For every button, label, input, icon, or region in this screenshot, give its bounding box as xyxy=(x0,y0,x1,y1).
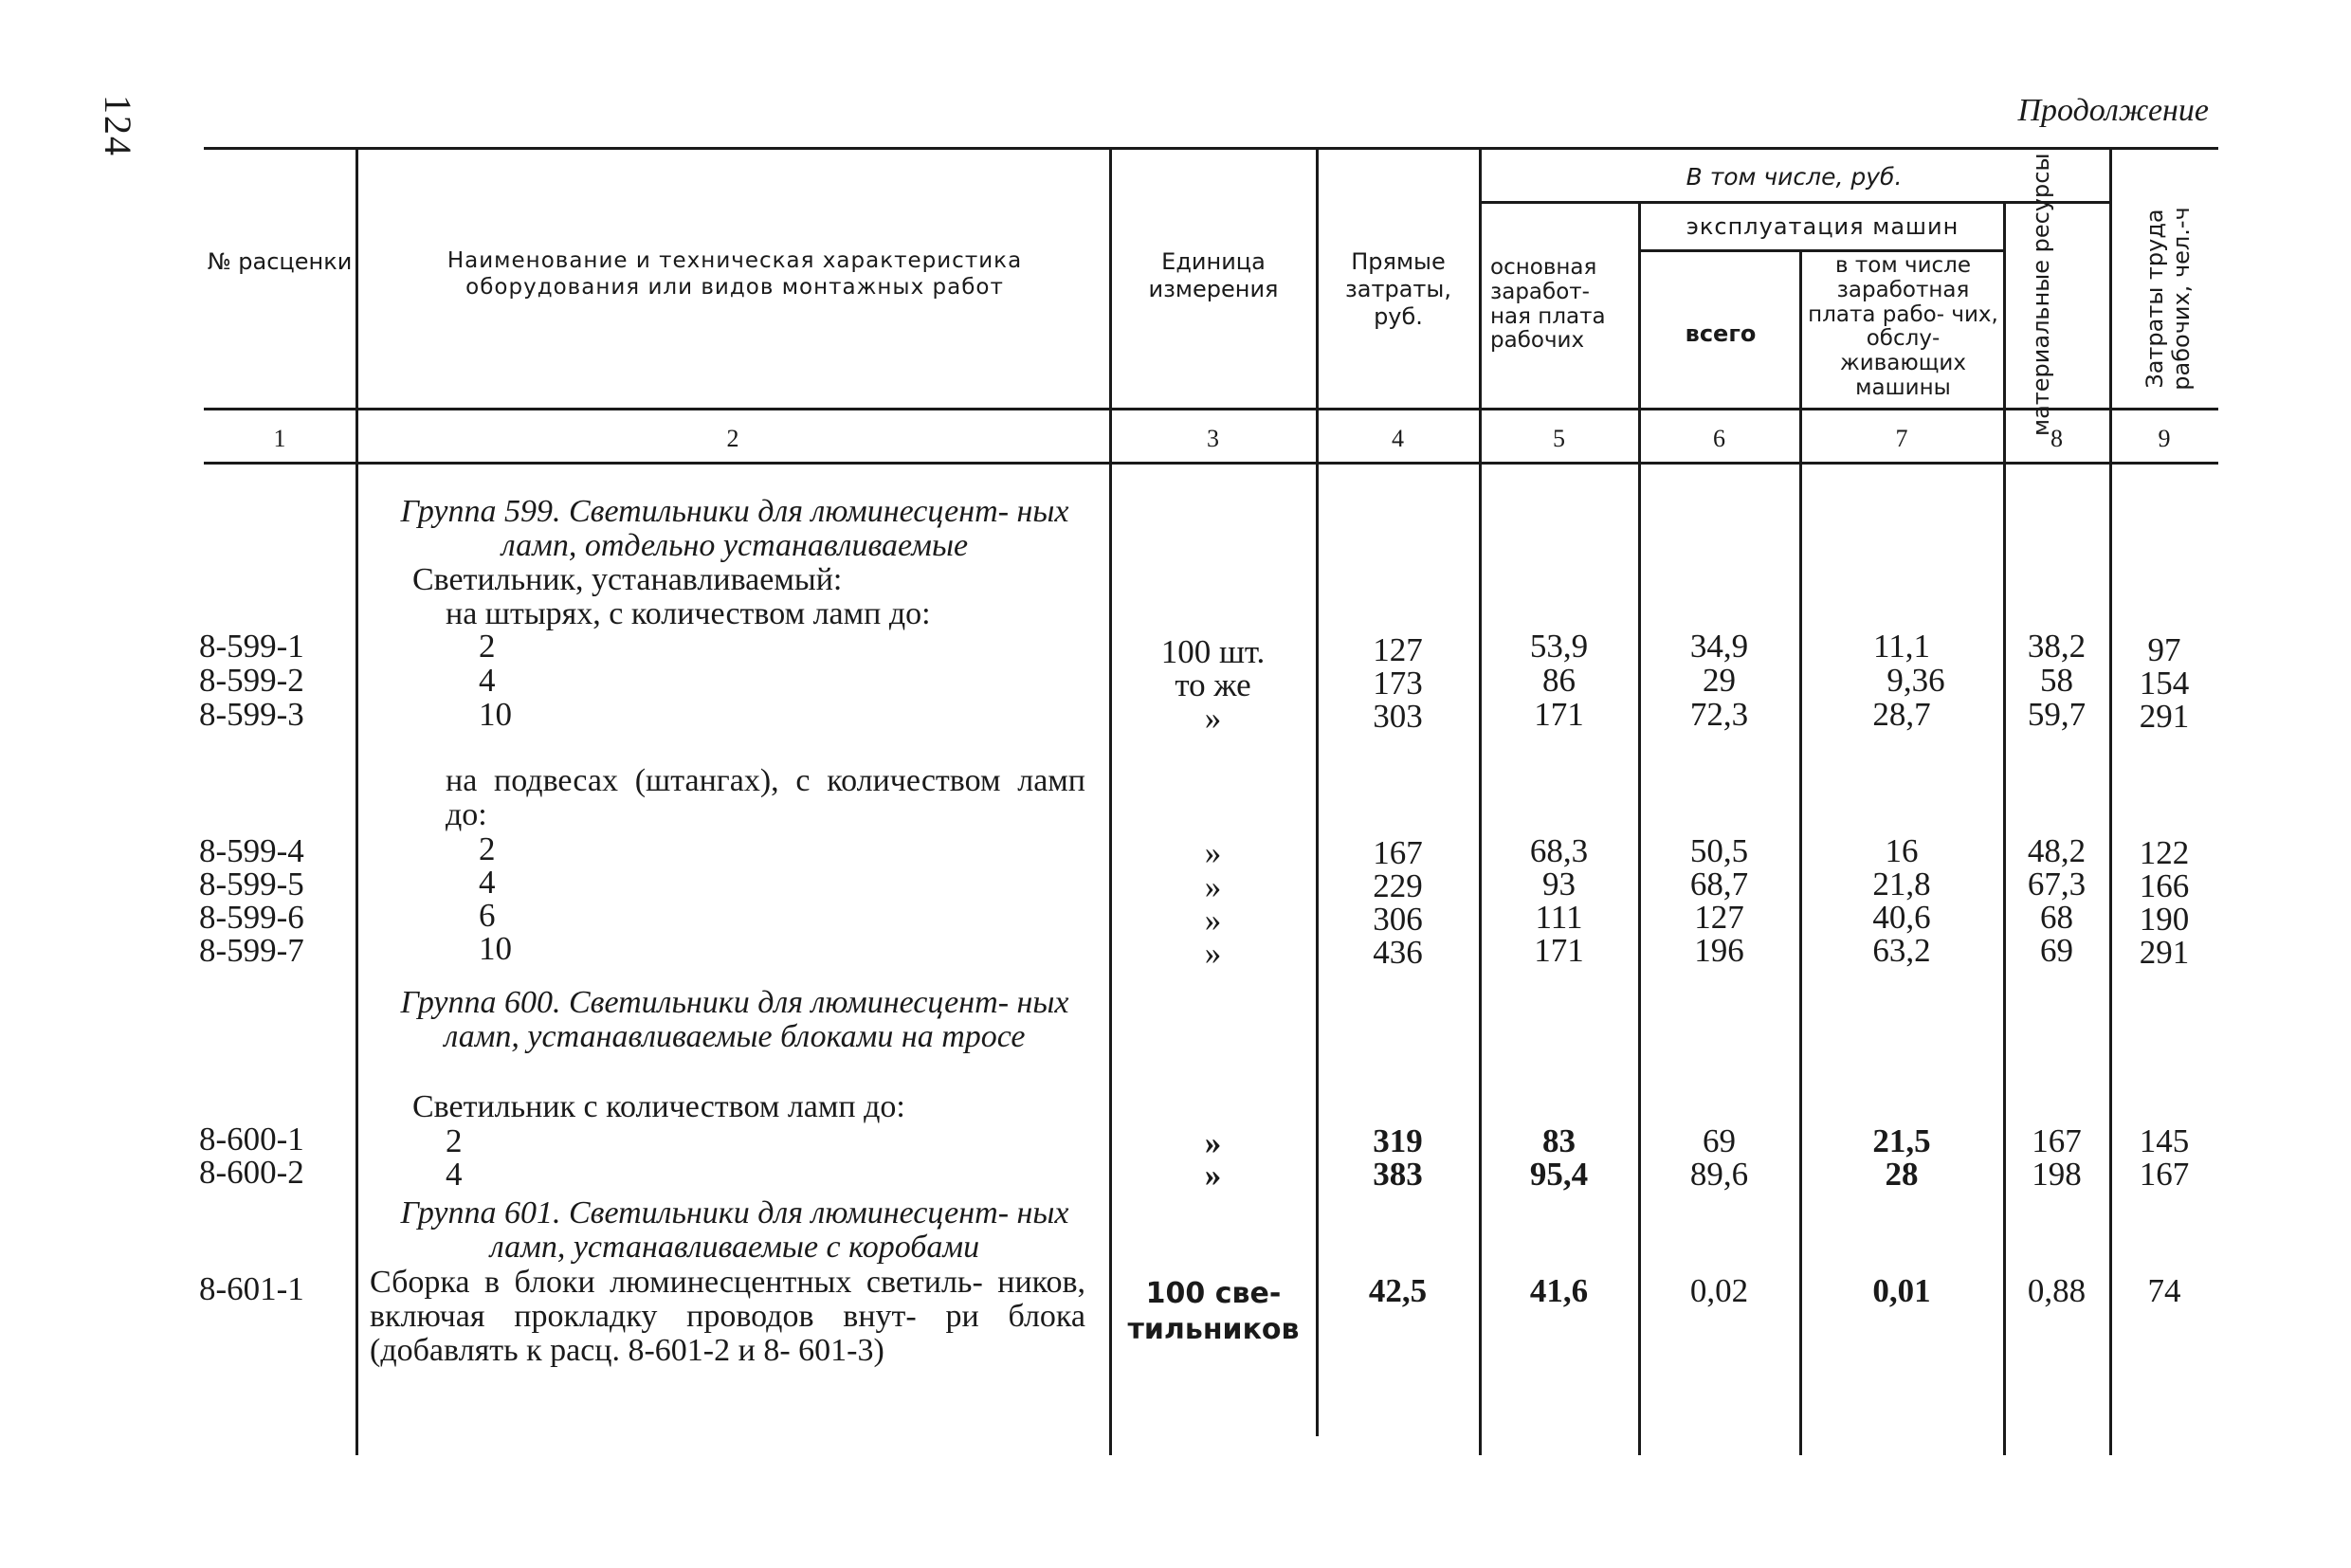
header-machine-total: всего xyxy=(1685,320,1757,347)
rate-code: 8-599-3 xyxy=(199,696,304,733)
labor-costs: 166 xyxy=(2139,867,2190,904)
rate-code: 8-599-1 xyxy=(199,628,304,665)
unit: » xyxy=(1204,1124,1222,1161)
machine-wage: 63,2 xyxy=(1872,932,1931,969)
labor-costs: 97 xyxy=(2147,631,2181,668)
materials: 58 xyxy=(2040,662,2073,699)
col-number-1: 1 xyxy=(273,425,286,452)
col-number-3: 3 xyxy=(1207,425,1219,452)
header-base-wage: основная заработ- ная плата рабочих xyxy=(1490,255,1606,354)
rate-code: 8-599-5 xyxy=(199,866,304,903)
lamp-count: 2 xyxy=(446,1122,463,1159)
labor-costs: 122 xyxy=(2139,834,2190,871)
header-including: В том числе, руб. xyxy=(1686,163,1903,191)
direct-costs: 319 xyxy=(1373,1122,1423,1159)
col-divider-4 xyxy=(1479,147,1482,1455)
rate-code: 8-601-1 xyxy=(199,1270,304,1307)
group-599-title: Группа 599. Светильники для люминесцент- ных ламп, отдельно устанавливаемые xyxy=(400,494,1069,563)
col-number-9: 9 xyxy=(2158,425,2171,452)
direct-costs: 303 xyxy=(1373,698,1423,735)
machine-total: 89,6 xyxy=(1689,1156,1749,1193)
header-bottom-rule xyxy=(204,408,2218,410)
machine-wage: 0,01 xyxy=(1872,1272,1931,1309)
machine-wage: 21,5 xyxy=(1872,1122,1931,1159)
lamp-count: 6 xyxy=(479,897,496,934)
base-wage: 53,9 xyxy=(1529,628,1589,665)
machine-total: 127 xyxy=(1694,899,1744,936)
base-wage: 111 xyxy=(1535,899,1583,936)
header-labor-costs: Затраты труда рабочих, чел.-ч xyxy=(2141,207,2195,391)
materials: 167 xyxy=(2032,1122,2082,1159)
group-599-subtitle: Светильник, устанавливаемый: xyxy=(412,562,843,597)
col-divider-3 xyxy=(1316,147,1319,1436)
base-wage: 171 xyxy=(1534,932,1584,969)
machine-wage: 40,6 xyxy=(1872,899,1931,936)
lamp-count: 10 xyxy=(479,696,512,733)
direct-costs: 383 xyxy=(1373,1156,1423,1193)
lamp-count: 2 xyxy=(479,830,496,867)
header-materials: материальные ресурсы xyxy=(2028,153,2054,436)
rate-code: 8-599-7 xyxy=(199,932,304,969)
lamp-count: 4 xyxy=(479,662,496,699)
materials: 38,2 xyxy=(2027,628,2087,665)
machine-total: 72,3 xyxy=(1689,696,1749,733)
labor-costs: 154 xyxy=(2139,665,2190,702)
subheader-rule-machines xyxy=(1638,249,2003,252)
machine-wage: 9,36 xyxy=(1886,662,1945,699)
materials: 48,2 xyxy=(2027,832,2087,869)
rate-code: 8-599-2 xyxy=(199,662,304,699)
materials: 59,7 xyxy=(2027,696,2087,733)
machine-wage: 16 xyxy=(1885,832,1919,869)
group-599-hangers-label: на подвесах (штангах), с количеством ламп до: xyxy=(446,763,1085,832)
rate-code: 8-599-4 xyxy=(199,832,304,869)
direct-costs: 173 xyxy=(1373,665,1423,702)
machine-total: 196 xyxy=(1694,932,1744,969)
rate-code: 8-599-6 xyxy=(199,899,304,936)
group-601-description: Сборка в блоки люминесцентных светиль- ников, включая прокладку проводов внут- ри блока (добавлять к расц. 8-601-2 и 8- 601-3) xyxy=(370,1265,1085,1368)
direct-costs: 167 xyxy=(1373,834,1423,871)
unit: 100 све- тильников xyxy=(1127,1277,1300,1346)
materials: 68 xyxy=(2040,899,2073,936)
col-number-5: 5 xyxy=(1553,425,1565,452)
col-divider-2 xyxy=(1109,147,1112,1455)
base-wage: 86 xyxy=(1542,662,1576,699)
rate-code: 8-600-2 xyxy=(199,1154,304,1191)
table-top-rule xyxy=(204,147,2218,150)
machine-total: 0,02 xyxy=(1689,1272,1749,1309)
labor-costs: 74 xyxy=(2147,1272,2181,1309)
group-599-pins-label: на штырях, с количеством ламп до: xyxy=(446,596,931,631)
machine-wage: 11,1 xyxy=(1873,628,1930,665)
unit: то же xyxy=(1175,666,1251,703)
labor-costs: 167 xyxy=(2139,1156,2190,1193)
unit: » xyxy=(1204,935,1222,972)
lamp-count: 4 xyxy=(479,864,496,901)
col-divider-7 xyxy=(2003,201,2006,1455)
col-divider-1 xyxy=(355,147,358,1455)
base-wage: 68,3 xyxy=(1529,832,1589,869)
header-direct-costs: Прямые затраты, руб. xyxy=(1345,248,1451,330)
lamp-count: 4 xyxy=(446,1156,463,1193)
base-wage: 171 xyxy=(1534,696,1584,733)
col-divider-8 xyxy=(2109,147,2112,1455)
unit: » xyxy=(1204,1157,1222,1194)
col-number-4: 4 xyxy=(1392,425,1404,452)
machine-total: 34,9 xyxy=(1689,628,1749,665)
header-name: Наименование и техническая характеристика оборудования или видов монтажных работ xyxy=(447,248,1023,300)
base-wage: 93 xyxy=(1542,866,1576,903)
header-machine-wage: в том числе заработная плата рабо- чих, обслу- живающих машины xyxy=(1808,253,1998,400)
labor-costs: 291 xyxy=(2139,698,2190,735)
header-rate-number: № расценки xyxy=(207,248,353,275)
base-wage: 95,4 xyxy=(1529,1156,1589,1193)
labor-costs: 190 xyxy=(2139,901,2190,938)
labor-costs: 145 xyxy=(2139,1122,2190,1159)
materials: 0,88 xyxy=(2027,1272,2087,1309)
machine-total: 29 xyxy=(1703,662,1736,699)
machine-total: 68,7 xyxy=(1689,866,1749,903)
group-600-subtitle: Светильник с количеством ламп до: xyxy=(412,1089,905,1124)
subheader-rule-incl xyxy=(1479,201,2109,204)
unit: » xyxy=(1204,902,1222,939)
group-600-title: Группа 600. Светильники для люминесцент- ных ламп, устанавливаемые блоками на тросе xyxy=(400,985,1069,1054)
materials: 198 xyxy=(2032,1156,2082,1193)
lamp-count: 10 xyxy=(479,930,512,967)
lamp-count: 2 xyxy=(479,628,496,665)
col-number-8: 8 xyxy=(2050,425,2063,452)
header-unit: Единица измерения xyxy=(1148,248,1279,302)
direct-costs: 127 xyxy=(1373,631,1423,668)
col-divider-5 xyxy=(1638,201,1641,1455)
group-601-title: Группа 601. Светильники для люминесцент- ных ламп, устанавливаемые с коробами xyxy=(400,1195,1069,1265)
direct-costs: 42,5 xyxy=(1368,1272,1428,1309)
direct-costs: 306 xyxy=(1373,901,1423,938)
machine-total: 69 xyxy=(1703,1122,1736,1159)
materials: 69 xyxy=(2040,932,2073,969)
rate-code: 8-600-1 xyxy=(199,1121,304,1158)
continuation-label: Продолжение xyxy=(2017,93,2209,128)
base-wage: 41,6 xyxy=(1529,1272,1589,1309)
unit: » xyxy=(1204,700,1222,737)
col-number-6: 6 xyxy=(1713,425,1725,452)
col-number-2: 2 xyxy=(726,425,739,452)
machine-total: 50,5 xyxy=(1689,832,1749,869)
direct-costs: 229 xyxy=(1373,867,1423,904)
numbers-bottom-rule xyxy=(204,462,2218,465)
direct-costs: 436 xyxy=(1373,934,1423,971)
machine-wage: 21,8 xyxy=(1872,866,1931,903)
header-machine-operation: эксплуатация машин xyxy=(1686,213,1959,240)
machine-wage: 28,7 xyxy=(1872,696,1931,733)
base-wage: 83 xyxy=(1542,1122,1576,1159)
unit: » xyxy=(1204,834,1222,871)
materials: 67,3 xyxy=(2027,866,2087,903)
unit: 100 шт. xyxy=(1160,633,1266,670)
unit: » xyxy=(1204,868,1222,905)
page-number: 124 xyxy=(97,95,139,157)
labor-costs: 291 xyxy=(2139,934,2190,971)
machine-wage: 28 xyxy=(1885,1156,1919,1193)
col-number-7: 7 xyxy=(1895,425,1908,452)
